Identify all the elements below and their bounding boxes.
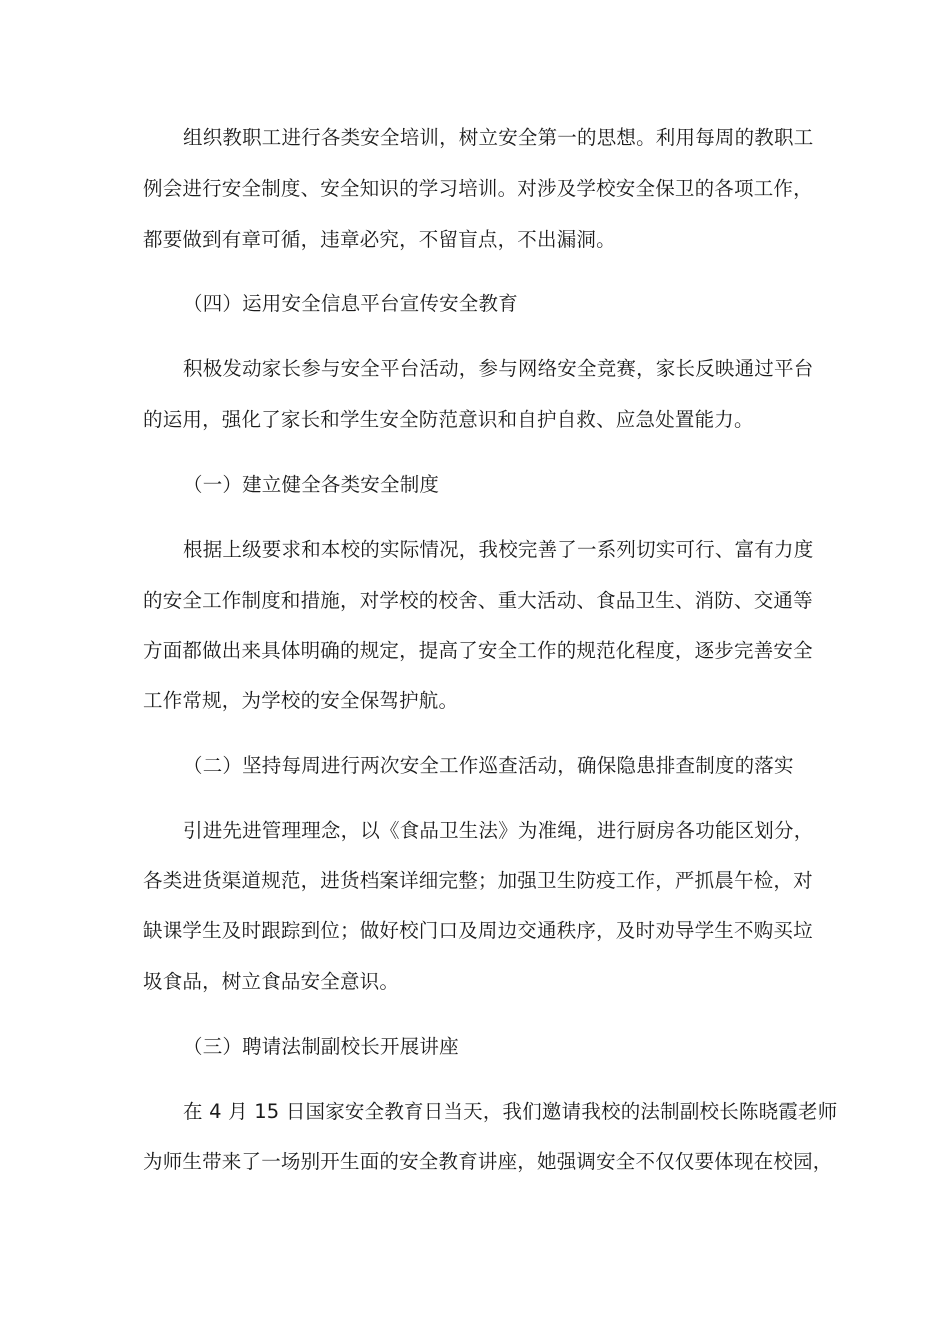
section-heading: （一）建立健全各类安全制度 [183,473,440,496]
section-heading: （三）聘请法制副校长开展讲座 [183,1035,459,1058]
text-line: 例会进行安全制度、安全知识的学习培训。对涉及学校安全保卫的各项工作， [143,177,813,200]
text-line: 缺课学生及时跟踪到位；做好校门口及周边交通秩序，及时劝导学生不购买垃 [143,919,813,942]
section-heading: （二）坚持每周进行两次安全工作巡查活动，确保隐患排查制度的落实 [183,754,794,777]
text-line: 的安全工作制度和措施，对学校的校舍、重大活动、食品卫生、消防、交通等 [143,589,813,612]
text-line: 各类进货渠道规范，进货档案详细完整；加强卫生防疫工作，严抓晨午检，对 [143,869,813,892]
text-line: 都要做到有章可循，违章必究，不留盲点，不出漏洞。 [143,228,616,251]
text-line: 方面都做出来具体明确的规定，提高了安全工作的规范化程度，逐步完善安全 [143,639,813,662]
text-line: 根据上级要求和本校的实际情况，我校完善了一系列切实可行、富有力度 [183,538,814,561]
text-line: 积极发动家长参与安全平台活动，参与网络安全竞赛，家长反映通过平台 [183,357,814,380]
text-line: 引进先进管理理念，以《食品卫生法》为准绳，进行厨房各功能区划分， [183,819,814,842]
text-line: 工作常规，为学校的安全保驾护航。 [143,689,459,712]
text-line: 圾食品，树立食品安全意识。 [143,970,400,993]
section-heading: （四）运用安全信息平台宣传安全教育 [183,292,518,315]
text-line: 在 4 月 15 日国家安全教育日当天，我们邀请我校的法制副校长陈晓霞老师 [183,1100,838,1123]
text-line: 为师生带来了一场别开生面的安全教育讲座，她强调安全不仅仅要体现在校园， [143,1150,833,1173]
text-line: 组织教职工进行各类安全培训，树立安全第一的思想。利用每周的教职工 [183,126,814,149]
text-line: 的运用，强化了家长和学生安全防范意识和自护自救、应急处置能力。 [143,408,754,431]
